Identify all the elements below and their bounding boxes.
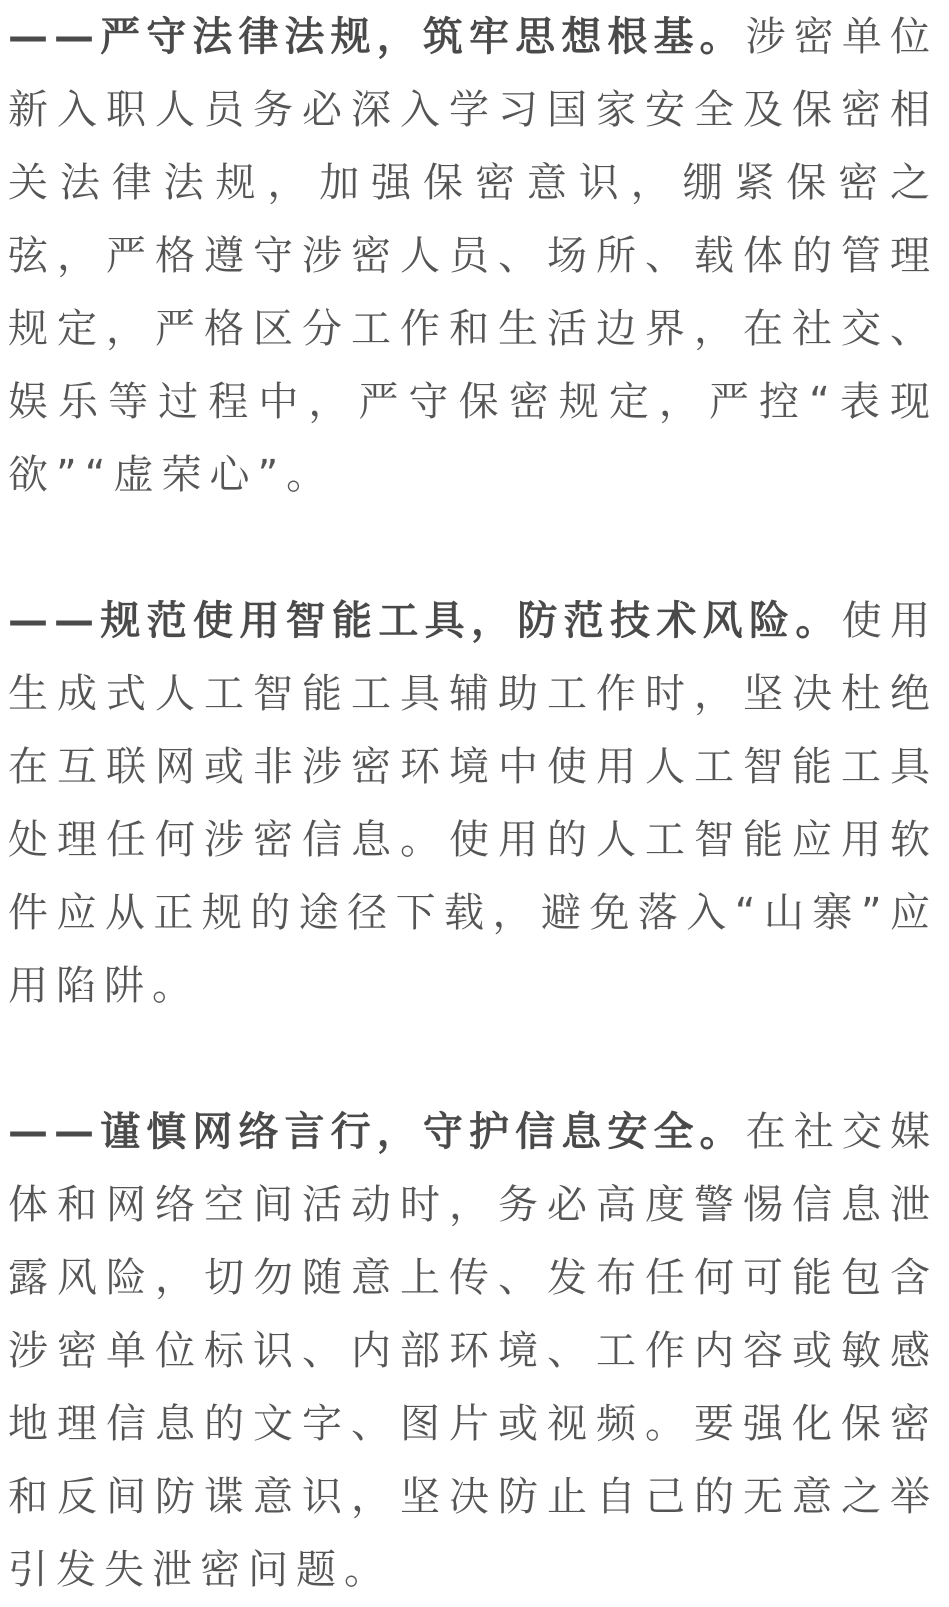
paragraph-body-text: 涉密单位新入职人员务必深入学习国家安全及保密相关法律法规，加强保密意识，绷紧保密之弦，严格遵守涉密人员、场所、载体的管理规定，严格区分工作和生活边界，在社交、娱乐等过程中，严守保密规定，严控“表现欲”“虚荣心”。 [8,14,939,498]
paragraph-body-text: 使用生成式人工智能工具辅助工作时，坚决杜绝在互联网或非涉密环境中使用人工智能工具处理任何涉密信息。使用的人工智能应用软件应从正规的途径下载，避免落入“山寨”应用陷阱。 [8,598,939,1009]
paragraph-online-conduct [8,1096,938,1607]
article-body [8,0,938,1607]
paragraph-body-text: 在社交媒体和网络空间活动时，务必高度警惕信息泄露风险，切勿随意上传、发布任何可能包含涉密单位标识、内部环境、工作内容或敏感地理信息的文字、图片或视频。要强化保密和反间防谍意识，坚决防止自己的无意之举引发失泄密问题。 [8,1109,939,1593]
paragraph-lead-heading: ——谨慎网络言行，守护信息安全。 [8,1109,746,1155]
paragraph-ai-tools [8,585,938,1023]
paragraph-confidentiality-law [8,0,938,512]
paragraph-lead-heading: ——规范使用智能工具，防范技术风险。 [8,598,842,644]
paragraph-lead-heading: ——严守法律法规，筑牢思想根基。 [8,14,746,60]
